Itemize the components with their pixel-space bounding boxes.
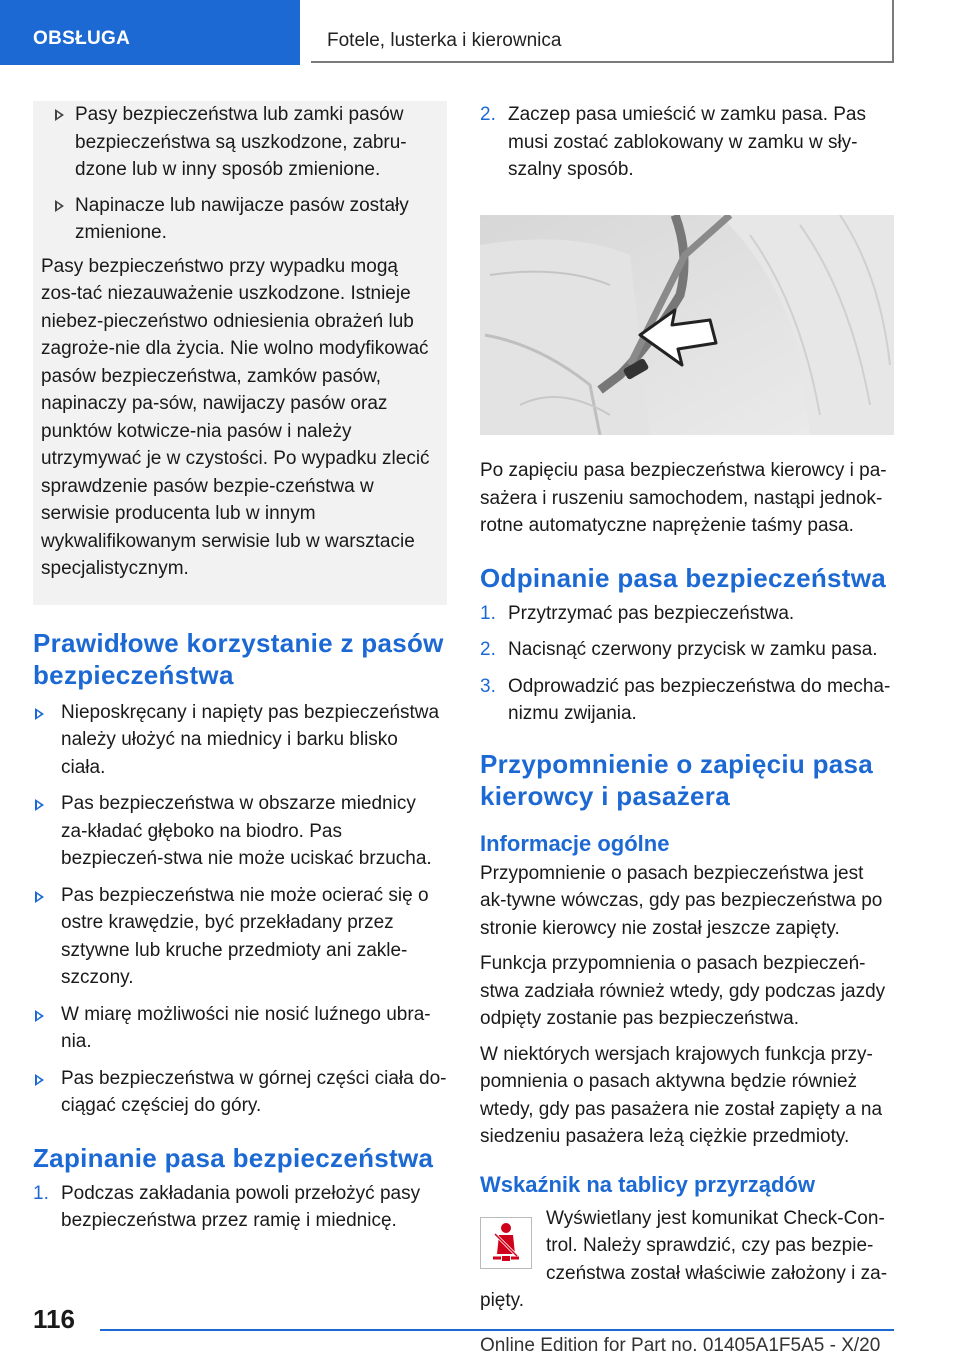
warning-box: [33, 101, 447, 605]
list-item: Pas bezpieczeństwa nie może ocierać się o ostre krawędzie, być przekładany przez sztywne lub kruche przedmioty ani zakle-szczony.: [33, 882, 447, 992]
general-para: Funkcja przypomnienia o pasach bezpieczeń-stwa zadziała również wtedy, gdy podczas jazdy odpięty zostanie pas bezpieczeństwa.: [480, 953, 886, 1029]
list-item: Pasy bezpieczeństwa lub zamki pasów bezpieczeństwa są uszkodzone, zabru-dzone lub w inny sposób zmienione.: [39, 101, 437, 184]
heading-unfasten: Odpinanie pasa bezpieczeństwa: [480, 562, 887, 593]
footer-rule: [100, 1329, 894, 1331]
step-item: 1. Przytrzymać pas bezpieczeństwa.: [480, 602, 795, 624]
heading-reminder: Przypomnienie o zapięciu pasa kierowcy i pasażera: [480, 748, 874, 811]
list-item: W miarę możliwości nie nosić luźnego ubra-nia.: [33, 1001, 447, 1056]
triangle-bullet-icon: [35, 1010, 44, 1022]
section-tab: [0, 0, 300, 65]
chapter-header: [311, 0, 894, 63]
triangle-bullet-icon: [55, 109, 64, 121]
general-para: W niektórych wersjach krajowych funkcja przy-pomnienia o pasach aktywna będzie również wtedy, gdy pas pasażera nie został zapięty a na siedzeniu pasażera leżą ciężkie przedmioty.: [480, 1043, 883, 1147]
left-column: [33, 101, 447, 1244]
indicator-block: Wyświetlany jest komunikat Check-Con- trol. Należy sprawdzić, czy pas bezpie- czeństwa został właściwie założony i za- pięty.: [480, 1207, 888, 1311]
edition-text: Online Edition for Part no. 01405A1F5A5 - X/20: [480, 1335, 881, 1356]
triangle-bullet-icon: [35, 708, 44, 720]
list-item: Pas bezpieczeństwa w obszarze miednicy za-kładać głęboko na biodro. Pas bezpieczeń-stwa nie może uciskać brzucha.: [33, 790, 447, 873]
list-item: Nieposkręcany i napięty pas bezpieczeństwa należy ułożyć na miednicy i barku blisko ciała.: [33, 699, 447, 782]
step-item: 2. Zaczep pasa umieścić w zamku pasa. Pas musi zostać zablokowany w zamku w sły-szalny sposób.: [480, 104, 866, 180]
triangle-bullet-icon: [55, 200, 64, 212]
section-title: OBSŁUGA: [33, 28, 131, 49]
list-item: Pas bezpieczeństwa w górnej części ciała do-ciągać częściej do góry.: [33, 1065, 447, 1120]
seatbelt-buckle-photo: [480, 215, 894, 435]
heading-fasten: Zapinanie pasa bezpieczeństwa: [33, 1142, 434, 1173]
heading-correct-use: Prawidłowe korzystanie z pasów bezpieczeństwa: [33, 627, 444, 690]
heading-indicator: Wskaźnik na tablicy przyrządów: [480, 1171, 815, 1197]
page-number: 116: [33, 1304, 75, 1334]
step-item: 1. Podczas zakładania powoli przełożyć pasy bezpieczeństwa przez ramię i miednicę.: [33, 1182, 421, 1231]
step-item: 3. Odprowadzić pas bezpieczeństwa do mecha-nizmu zwijania.: [480, 675, 891, 724]
after-photo-text: Po zapięciu pasa bezpieczeństwa kierowcy i pa-sażera i ruszeniu samochodem, nastąpi jednok-rotne automatyczne naprężenie taśmy pasa.: [480, 460, 887, 536]
triangle-bullet-icon: [35, 799, 44, 811]
triangle-bullet-icon: [35, 891, 44, 903]
list-item: Napinacze lub nawijacze pasów zostały zmienione.: [39, 192, 437, 247]
step-item: 2. Nacisnąć czerwony przycisk w zamku pasa.: [480, 639, 878, 660]
chapter-title: Fotele, lusterka i kierownica: [327, 30, 562, 51]
warning-text: Pasy bezpieczeństwo przy wypadku mogą zos-tać niezauważenie uszkodzone. Istnieje niebez-pieczeństwo odniesienia obrażeń lub zagroże-nie dla życia. Nie wolno modyfikować pasów bezpieczeństwa, zamków pasów, napinaczy pa-sów, nawijaczy pasów oraz punktów kotwicze-nia pasów i należy utrzymywać je w czystości. Po wypadku zlecić sprawdzenie pasów bezpie-czeństwa w serwisie producenta lub w innym wykwalifikowanym serwisie lub w warsztacie specjalistycznym.: [41, 255, 430, 579]
heading-general: Informacje ogólne: [480, 830, 670, 856]
general-para: Przypomnienie o pasach bezpieczeństwa jest ak-tywne wówczas, gdy pas bezpieczeństwa po stronie kierowcy nie został jeszcze zapięty.: [480, 862, 883, 939]
right-column: [480, 101, 894, 1315]
seatbelt-warning-icon: [480, 1217, 532, 1269]
triangle-bullet-icon: [35, 1074, 44, 1086]
